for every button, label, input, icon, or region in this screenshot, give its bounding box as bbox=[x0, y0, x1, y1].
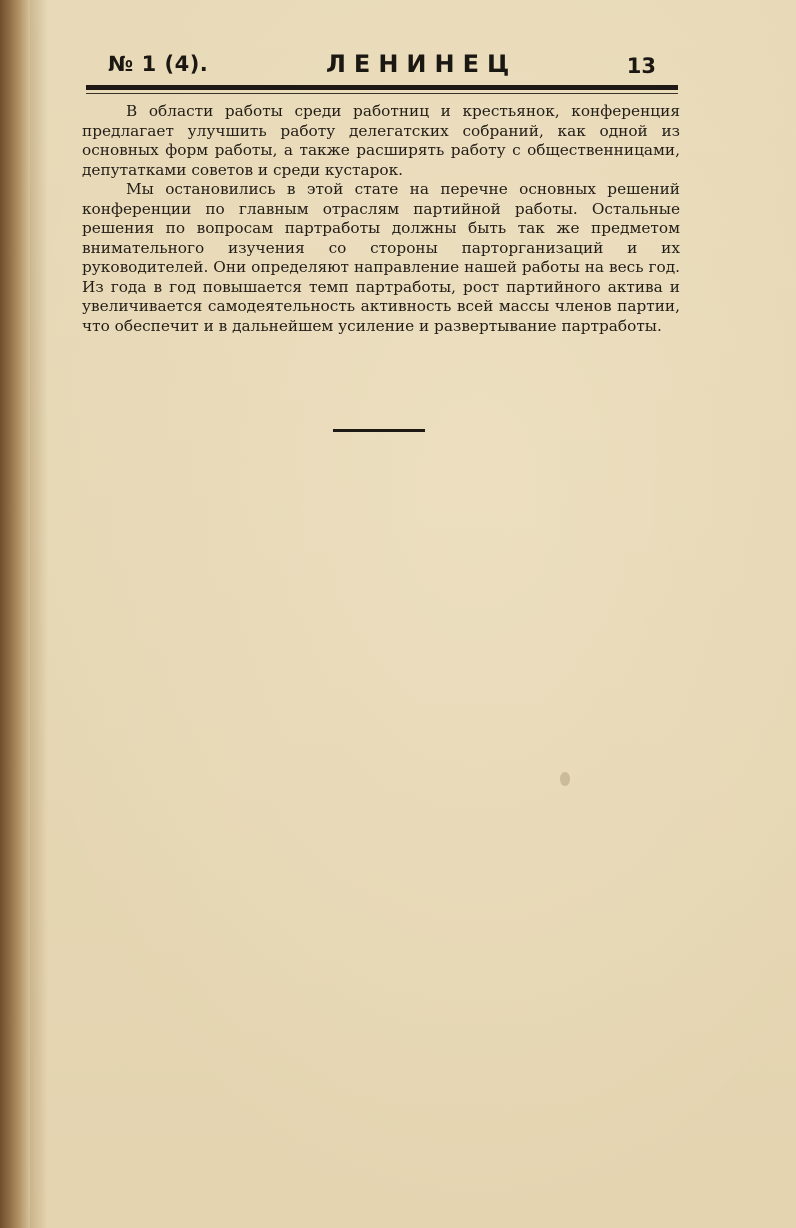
paper-stain bbox=[560, 772, 570, 786]
paragraph: Мы остановились в этой стате на перечне основных решений конференции по главным отраслям партийной работы. Остальные решения по вопросам партработы должны быть так же предметом внимательного изучения со стороны парторганизаций и их руководителей. Они определяют направление нашей работы на весь год. Из года в год повышается темп партработы, рост партийного актива и увеличивается самодеятельность активность всей массы членов партии, что обеспечит и в дальнейшем усиление и развертывание партработы. bbox=[82, 180, 680, 335]
newspaper-title: ЛЕНИНЕЦ bbox=[326, 50, 518, 78]
issue-number: № 1 (4). bbox=[108, 52, 209, 76]
article-end-rule bbox=[333, 429, 425, 432]
book-binding-edge bbox=[0, 0, 30, 1228]
header-rule-thick bbox=[86, 85, 678, 90]
binding-shadow bbox=[30, 0, 48, 1228]
page-header bbox=[108, 50, 668, 86]
page-number: 13 bbox=[626, 54, 656, 78]
header-rule-thin bbox=[86, 93, 678, 94]
article-body bbox=[82, 102, 680, 336]
paragraph: В области работы среди работниц и крестьянок, конференция предлагает улучшить работу делегатских собраний, как одной из основных форм работы, а также расширять работу с общественницами, депутатками советов и среди кустарок. bbox=[82, 102, 680, 179]
